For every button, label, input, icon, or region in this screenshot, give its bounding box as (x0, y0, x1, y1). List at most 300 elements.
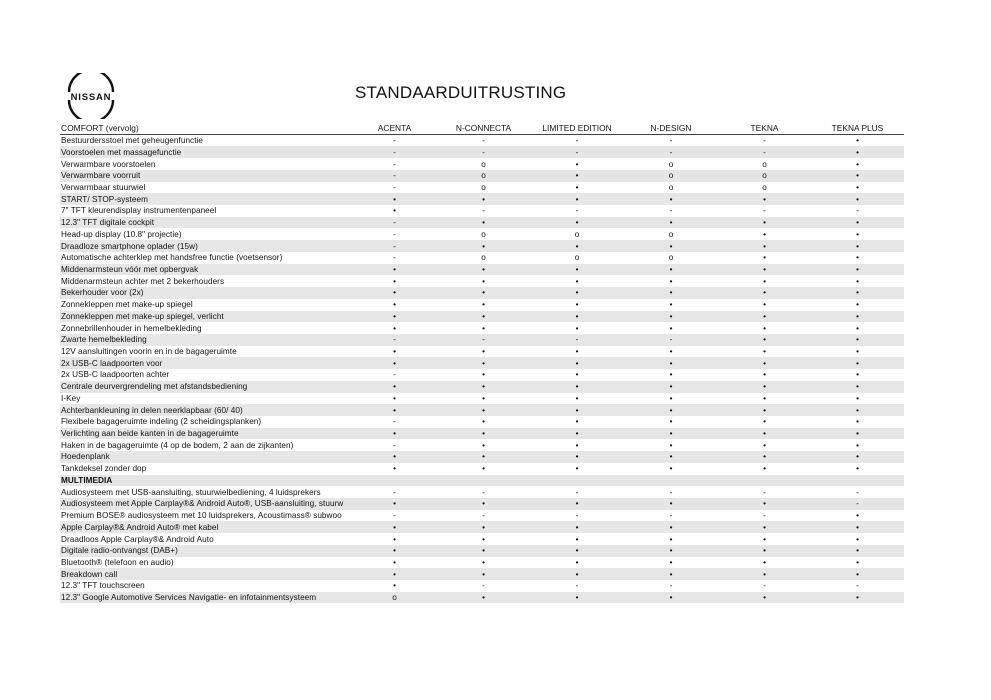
feature-label: 2x USB-C laadpoorten voor (61, 358, 163, 368)
availability-cell: • (763, 311, 766, 321)
availability-cell: • (393, 429, 396, 439)
availability-cell: • (856, 546, 859, 556)
availability-cell: • (575, 218, 579, 228)
availability-cell: • (856, 229, 859, 239)
availability-cell: • (575, 241, 579, 251)
availability-cell: - (482, 335, 485, 345)
availability-cell: • (669, 405, 673, 415)
availability-cell: - (393, 182, 396, 192)
table-body (60, 135, 904, 604)
availability-cell: - (393, 335, 396, 345)
table-row (60, 498, 904, 510)
table-row (60, 322, 904, 334)
availability-cell: • (669, 417, 673, 427)
availability-cell: • (575, 370, 579, 380)
availability-cell: - (763, 206, 766, 216)
table-row (60, 416, 904, 428)
feature-label: 12.3" TFT touchscreen (61, 581, 145, 591)
availability-cell: o (668, 171, 674, 181)
availability-cell: • (763, 593, 766, 603)
section-label: MULTIMEDIA (61, 475, 113, 485)
availability-cell: • (669, 241, 673, 251)
availability-cell: • (763, 323, 766, 333)
availability-cell: • (575, 182, 579, 192)
table-row (60, 240, 904, 252)
availability-cell: - (393, 229, 396, 239)
availability-cell: - (575, 581, 579, 591)
availability-cell: • (856, 464, 859, 474)
table-header-row (60, 122, 904, 134)
availability-cell: • (669, 300, 673, 310)
availability-cell: - (482, 136, 485, 146)
availability-cell: • (393, 393, 396, 403)
availability-cell: • (575, 323, 579, 333)
availability-cell: - (763, 147, 766, 157)
availability-cell: • (669, 347, 673, 357)
availability-cell: • (669, 194, 673, 204)
availability-cell: • (763, 300, 766, 310)
availability-cell: - (669, 147, 673, 157)
availability-cell: - (575, 147, 579, 157)
availability-cell: • (669, 382, 673, 392)
feature-label: Head-up display (10.8" projectie) (61, 229, 182, 239)
availability-cell: • (856, 136, 859, 146)
feature-label: Zonnekleppen met make-up spiegel, verlicht (61, 311, 224, 321)
availability-cell: • (669, 464, 673, 474)
availability-cell: • (393, 288, 396, 298)
availability-cell: • (482, 347, 485, 357)
table-row (60, 592, 904, 604)
availability-cell: • (856, 429, 859, 439)
feature-label: Digitale radio-ontvangst (DAB+) (61, 546, 178, 556)
feature-label: Audiosysteem met Apple Carplay®& Android Auto®, USB-aansluiting, stuurw (61, 499, 344, 509)
availability-cell: • (763, 440, 766, 450)
availability-cell: - (482, 147, 485, 157)
availability-cell: • (575, 534, 579, 544)
availability-cell: • (482, 276, 485, 286)
availability-cell: • (393, 323, 396, 333)
availability-cell: - (575, 335, 579, 345)
availability-cell: - (393, 487, 396, 497)
availability-cell: • (856, 218, 859, 228)
table-row (60, 393, 904, 405)
feature-label: Verwarmbare voorstoelen (61, 159, 156, 169)
table-row (60, 135, 904, 147)
availability-cell: - (575, 136, 579, 146)
availability-cell: • (856, 569, 859, 579)
availability-cell: - (393, 241, 396, 251)
availability-cell: • (482, 546, 485, 556)
availability-cell: • (763, 452, 766, 462)
availability-cell: • (575, 429, 579, 439)
section-row (60, 475, 904, 487)
availability-cell: • (482, 241, 485, 251)
availability-cell: • (856, 171, 859, 181)
availability-cell: o (481, 182, 486, 192)
table-row (60, 568, 904, 580)
availability-cell: • (393, 464, 396, 474)
table-row (60, 521, 904, 533)
availability-cell: • (763, 218, 766, 228)
column-header: TEKNA PLUS (831, 122, 884, 133)
availability-cell: - (482, 511, 485, 521)
feature-label: Verlichting aan beide kanten in de bagageruimte (61, 429, 239, 439)
availability-cell: • (856, 264, 859, 274)
availability-cell: - (856, 581, 859, 591)
availability-cell: • (856, 347, 859, 357)
availability-cell: • (763, 229, 766, 239)
availability-cell: o (668, 229, 674, 239)
availability-cell: • (856, 194, 859, 204)
availability-cell: • (856, 159, 859, 169)
availability-cell: - (393, 171, 396, 181)
availability-cell: • (856, 417, 859, 427)
availability-cell: • (763, 241, 766, 251)
availability-cell: • (482, 429, 485, 439)
availability-cell: • (575, 171, 579, 181)
availability-cell: • (575, 159, 579, 169)
availability-cell: - (575, 511, 579, 521)
availability-cell: o (668, 159, 674, 169)
table-row (60, 275, 904, 287)
availability-cell: • (856, 358, 859, 368)
availability-cell: • (393, 534, 396, 544)
availability-cell: • (856, 276, 859, 286)
availability-cell: • (763, 382, 766, 392)
column-header: N-CONNECTA (455, 122, 512, 133)
feature-label: Tankdeksel zonder dop (61, 464, 147, 474)
availability-cell: • (482, 382, 485, 392)
availability-cell: • (482, 393, 485, 403)
availability-cell: • (763, 499, 766, 509)
availability-cell: • (575, 546, 579, 556)
availability-cell: - (482, 581, 485, 591)
availability-cell: • (763, 429, 766, 439)
availability-cell: • (763, 464, 766, 474)
spec-table (60, 122, 904, 603)
availability-cell: - (393, 253, 396, 263)
availability-cell: • (393, 300, 396, 310)
availability-cell: o (762, 159, 767, 169)
availability-cell: • (393, 311, 396, 321)
availability-cell: • (669, 557, 673, 567)
availability-cell: • (482, 323, 485, 333)
feature-label: Bekerhouder voor (2x) (61, 288, 144, 298)
availability-cell: • (763, 393, 766, 403)
availability-cell: • (482, 534, 485, 544)
availability-cell: - (393, 440, 396, 450)
availability-cell: • (482, 264, 485, 274)
availability-cell: • (482, 405, 485, 415)
availability-cell: - (669, 511, 673, 521)
feature-label: I-Key (61, 393, 81, 403)
availability-cell: - (669, 136, 673, 146)
availability-cell: • (669, 288, 673, 298)
availability-cell: - (669, 335, 673, 345)
availability-cell: • (575, 347, 579, 357)
availability-cell: o (668, 253, 674, 263)
availability-cell: - (393, 136, 396, 146)
table-row (60, 486, 904, 498)
availability-cell: • (393, 546, 396, 556)
availability-cell: • (393, 382, 396, 392)
availability-cell: - (763, 511, 766, 521)
availability-cell: • (669, 358, 673, 368)
availability-cell: • (856, 147, 859, 157)
feature-label: Flexibele bagageruimte indeling (2 scheidingsplanken) (61, 417, 262, 427)
section-header: COMFORT (vervolg) (61, 122, 139, 133)
availability-cell: - (575, 206, 579, 216)
feature-label: 2x USB-C laadpoorten achter (61, 370, 170, 380)
feature-label: 12.3" Google Automotive Services Navigatie- en infotainmentsysteem (61, 593, 317, 603)
availability-cell: • (763, 370, 766, 380)
availability-cell: - (856, 499, 859, 509)
availability-cell: • (763, 264, 766, 274)
availability-cell: • (669, 499, 673, 509)
availability-cell: - (669, 206, 673, 216)
table-row (60, 439, 904, 451)
availability-cell: • (856, 300, 859, 310)
table-row (60, 369, 904, 381)
feature-label: Zonnekleppen met make-up spiegel (61, 300, 193, 310)
table-row (60, 217, 904, 229)
availability-cell: • (575, 557, 579, 567)
availability-cell: • (763, 347, 766, 357)
table-row (60, 158, 904, 170)
availability-cell: • (575, 593, 579, 603)
availability-cell: • (393, 264, 396, 274)
feature-label: Bestuurdersstoel met geheugenfunctie (61, 136, 203, 146)
feature-label: Verwarmbaar stuurwiel (61, 182, 146, 192)
availability-cell: • (856, 522, 859, 532)
availability-cell: • (856, 405, 859, 415)
availability-cell: • (393, 557, 396, 567)
availability-cell: • (482, 218, 485, 228)
feature-label: Achterbankleuning in delen neerklapbaar (60/ 40) (61, 405, 243, 415)
availability-cell: • (482, 569, 485, 579)
availability-cell: • (482, 358, 485, 368)
table-row (60, 580, 904, 592)
feature-label: 7" TFT kleurendisplay instrumentenpaneel (61, 206, 217, 216)
feature-label: Breakdown call (61, 569, 118, 579)
availability-cell: • (763, 358, 766, 368)
table-row (60, 146, 904, 158)
availability-cell: - (763, 487, 766, 497)
availability-cell: - (856, 206, 859, 216)
availability-cell: • (856, 452, 859, 462)
table-row (60, 299, 904, 311)
availability-cell: • (669, 276, 673, 286)
availability-cell: • (669, 393, 673, 403)
availability-cell: • (393, 499, 396, 509)
availability-cell: • (856, 557, 859, 567)
availability-cell: • (575, 311, 579, 321)
availability-cell: • (482, 522, 485, 532)
table-row (60, 404, 904, 416)
availability-cell: • (575, 276, 579, 286)
availability-cell: • (763, 569, 766, 579)
availability-cell: • (669, 218, 673, 228)
availability-cell: o (668, 182, 674, 192)
feature-label: Voorstoelen met massagefunctie (61, 147, 182, 157)
feature-label: Haken in de bagageruimte (4 op de bodem, 2 aan de zijkanten) (61, 440, 294, 450)
availability-cell: • (856, 593, 859, 603)
availability-cell: • (669, 440, 673, 450)
availability-cell: • (763, 335, 766, 345)
availability-cell: o (392, 593, 397, 603)
availability-cell: • (669, 311, 673, 321)
availability-cell: - (482, 206, 485, 216)
availability-cell: • (575, 393, 579, 403)
availability-cell: • (856, 534, 859, 544)
availability-cell: • (482, 288, 485, 298)
availability-cell: • (763, 546, 766, 556)
availability-cell: - (393, 218, 396, 228)
table-row (60, 170, 904, 182)
table-row (60, 193, 904, 205)
svg-text:NISSAN: NISSAN (70, 92, 112, 103)
availability-cell: • (393, 405, 396, 415)
availability-cell: • (575, 522, 579, 532)
feature-label: Premium BOSE® audiosysteem met 10 luidsprekers, Acoustimass® subwoo (61, 511, 342, 521)
availability-cell: • (763, 534, 766, 544)
feature-label: Audiosysteem met USB-aansluiting, stuurwielbediening, 4 luidsprekers (61, 487, 321, 497)
availability-cell: • (482, 194, 485, 204)
availability-cell: • (393, 206, 396, 216)
table-row (60, 264, 904, 276)
table-row (60, 428, 904, 440)
availability-cell: o (762, 171, 767, 181)
availability-cell: • (669, 370, 673, 380)
availability-cell: • (763, 417, 766, 427)
page-title: STANDAARDUITRUSTING (355, 83, 567, 102)
table-row (60, 557, 904, 569)
availability-cell: o (481, 171, 486, 181)
feature-label: Verwarmbare voorruit (61, 171, 141, 181)
feature-label: Automatische achterklep met handsfree functie (voetsensor) (61, 253, 283, 263)
availability-cell: • (482, 311, 485, 321)
availability-cell: • (393, 194, 396, 204)
availability-cell: - (575, 487, 579, 497)
availability-cell: - (669, 581, 673, 591)
availability-cell: • (482, 300, 485, 310)
availability-cell: • (856, 511, 859, 521)
availability-cell: • (393, 276, 396, 286)
feature-label: 12.3" TFT digitale cockpit (61, 218, 155, 228)
availability-cell: • (669, 452, 673, 462)
availability-cell: • (669, 429, 673, 439)
availability-cell: - (763, 581, 766, 591)
table-row (60, 451, 904, 463)
availability-cell: • (575, 417, 579, 427)
table-row (60, 334, 904, 346)
availability-cell: • (575, 264, 579, 274)
availability-cell: • (482, 452, 485, 462)
table-row (60, 463, 904, 475)
availability-cell: - (856, 487, 859, 497)
availability-cell: • (393, 522, 396, 532)
feature-label: Draadloze smartphone oplader (15w) (61, 241, 198, 251)
availability-cell: • (482, 370, 485, 380)
column-header: TEKNA (750, 122, 779, 133)
table-row (60, 311, 904, 323)
column-header: LIMITED EDITION (542, 122, 612, 133)
availability-cell: • (669, 569, 673, 579)
availability-cell: • (669, 534, 673, 544)
feature-label: Zonnebrillenhouder in hemelbekleding (61, 323, 202, 333)
availability-cell: • (669, 264, 673, 274)
availability-cell: • (575, 382, 579, 392)
feature-label: Middenarmsteun vóór met opbergvak (61, 264, 199, 274)
table-row (60, 205, 904, 217)
availability-cell: • (575, 440, 579, 450)
availability-cell: • (856, 182, 859, 192)
table-row (60, 357, 904, 369)
table-row (60, 545, 904, 557)
availability-cell: • (763, 522, 766, 532)
availability-cell: • (482, 557, 485, 567)
table-row (60, 182, 904, 194)
availability-cell: o (481, 229, 486, 239)
availability-cell: • (856, 370, 859, 380)
availability-cell: • (763, 405, 766, 415)
feature-label: Draadloos Apple Carplay®& Android Auto (61, 534, 214, 544)
availability-cell: - (393, 417, 396, 427)
availability-cell: - (393, 511, 396, 521)
feature-label: Centrale deurvergrendeling met afstandsbediening (61, 382, 248, 392)
availability-cell: • (763, 194, 766, 204)
availability-cell: • (856, 382, 859, 392)
availability-cell: o (574, 229, 580, 239)
availability-cell: • (482, 499, 485, 509)
availability-cell: • (575, 499, 579, 509)
availability-cell: • (856, 393, 859, 403)
availability-cell: • (575, 452, 579, 462)
availability-cell: • (669, 522, 673, 532)
availability-cell: • (482, 464, 485, 474)
table-row (60, 252, 904, 264)
nissan-logo-icon (62, 73, 120, 119)
availability-cell: o (762, 182, 767, 192)
availability-cell: • (393, 358, 396, 368)
availability-cell: • (393, 569, 396, 579)
availability-cell: • (669, 323, 673, 333)
nissan-logo (62, 73, 120, 119)
availability-cell: - (393, 159, 396, 169)
table-row (60, 287, 904, 299)
availability-cell: - (393, 370, 396, 380)
table-row (60, 346, 904, 358)
table-row (60, 381, 904, 393)
availability-cell: - (669, 487, 673, 497)
availability-cell: • (763, 276, 766, 286)
availability-cell: • (575, 194, 579, 204)
availability-cell: - (393, 147, 396, 157)
availability-cell: • (393, 581, 396, 591)
feature-label: Middenarmsteun achter met 2 bekerhouders (61, 276, 225, 286)
availability-cell: • (669, 593, 673, 603)
availability-cell: • (575, 288, 579, 298)
table-row (60, 228, 904, 240)
availability-cell: • (856, 335, 859, 345)
availability-cell: • (856, 288, 859, 298)
feature-label: 12V aansluitingen voorin en in de bagageruimte (61, 347, 237, 357)
availability-cell: • (856, 253, 859, 263)
availability-cell: • (393, 347, 396, 357)
availability-cell: • (763, 253, 766, 263)
feature-label: Hoedenplank (61, 452, 110, 462)
availability-cell: o (481, 159, 486, 169)
